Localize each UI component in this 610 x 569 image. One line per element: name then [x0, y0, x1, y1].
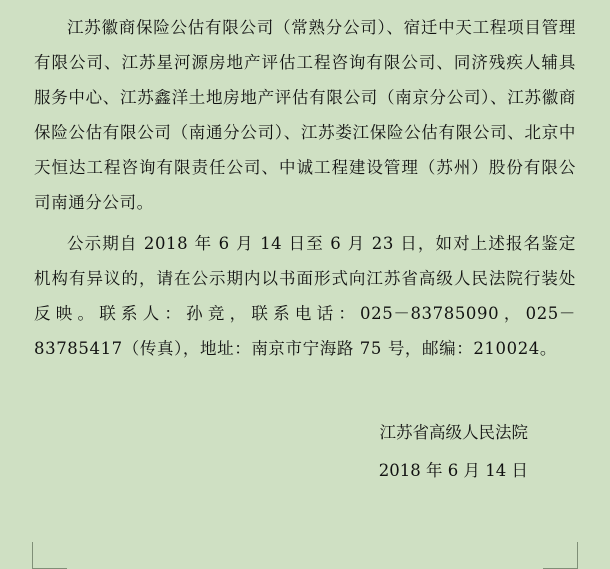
- signature-block: [34, 414, 576, 490]
- document-body: [34, 10, 576, 366]
- signature-date: 2018 年 6 月 14 日: [378, 461, 528, 480]
- page-corner-mark-bottom-right: [543, 542, 578, 569]
- paragraph-agency-list: 江苏徽商保险公估有限公司（常熟分公司）、宿迁中天工程项目管理有限公司、江苏星河源房地产评估工程咨询有限公司、同济残疾人辅具服务中心、江苏鑫洋土地房地产评估有限公司（南京分公司）、江苏徽商保险公估有限公司（南通分公司）、江苏娄江保险公估有限公司、北京中天恒达工程咨询有限责任公司、中诚工程建设管理（苏州）股份有限公司南通分公司。: [34, 18, 576, 212]
- signature-organization: 江苏省高级人民法院: [379, 423, 528, 442]
- page-corner-mark-bottom-left: [32, 542, 67, 569]
- paragraph-notice-period: 公示期自 2018 年 6 月 14 日至 6 月 23 日，如对上述报名鉴定机构有异议的，请在公示期内以书面形式向江苏省高级人民法院行装处反映。联系人：孙竞，联系电话：025－83785090，025－83785417（传真），地址：南京市宁海路 75 号，邮编：210024。: [34, 234, 576, 358]
